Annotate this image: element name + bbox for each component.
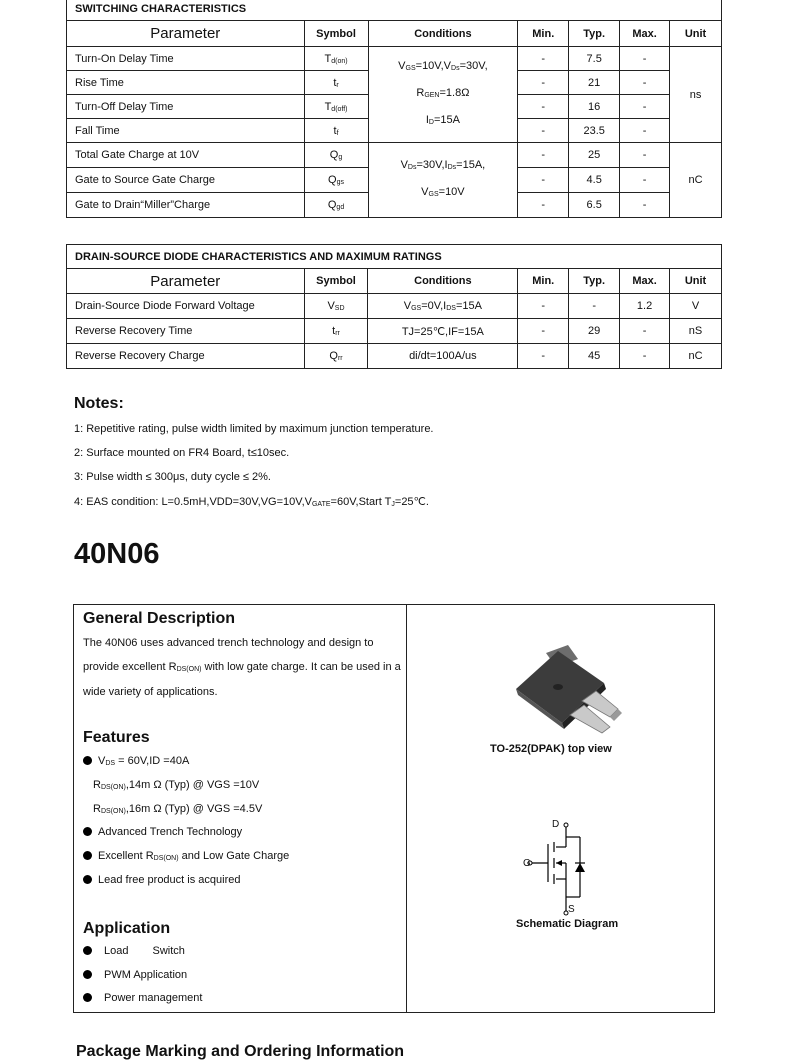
conditions-timing: $V_{GS}=10V,V_{Ds}=30V$, $R_{GEN}=1.8\Omega$ $I_D=15A$ [368, 47, 518, 143]
application-item: Power management [83, 992, 202, 1004]
note-2: 2: Surface mounted on FR4 Board, t≤10sec. [74, 447, 290, 459]
header-symbol: Symbol [304, 269, 368, 294]
table-row [67, 319, 722, 344]
notes-title: Notes: [74, 395, 124, 412]
application-item: PWM Application [83, 969, 187, 981]
mosfet-schematic-icon [514, 817, 594, 923]
param-cell: Reverse Recovery Charge [67, 344, 305, 369]
pin-s-label: S [568, 904, 575, 915]
param-cell: Fall Time [67, 119, 305, 143]
conditions-cell: TJ=25℃,IF=15A [368, 319, 518, 344]
min-cell: - [518, 319, 569, 344]
general-description-text: The 40N06 uses advanced trench technology and design to provide excellent $R_{DS(ON)}$ with low gate charge. It can be used in a wide variety of applications. [83, 637, 401, 698]
symbol-cell: $t_r$ [304, 71, 368, 95]
package-caption: TO-252(DPAK) top view [490, 743, 612, 755]
min-cell: - [518, 95, 569, 119]
min-cell: - [518, 143, 569, 168]
general-description-title: General Description [83, 610, 236, 627]
header-typ: Typ. [569, 269, 620, 294]
conditions-cell: $V_{GS}=0V,I_{DS}=15A$ [368, 294, 518, 319]
switching-table [66, 0, 722, 218]
symbol-cell: $Q_{rr}$ [304, 344, 368, 369]
max-cell: - [620, 71, 670, 95]
bullet-icon [83, 970, 92, 979]
header-conditions: Conditions [368, 269, 518, 294]
symbol-cell: $Q_{gs}$ [304, 168, 368, 193]
typ-cell: 16 [569, 95, 620, 119]
conditions-charge: $V_{Ds}=30V,I_{Ds}=15A$, $V_{GS}=10V$ [368, 143, 518, 218]
note-4: 4: EAS condition: $L=0.5mH,VDD=30V,VG=10V,V_{GATE}=60V,Start$ $T_J=25℃$. [74, 496, 429, 508]
typ-cell: 6.5 [569, 193, 620, 218]
min-cell: - [518, 119, 569, 143]
unit-timing: ns [670, 47, 722, 143]
param-cell: Turn-Off Delay Time [67, 95, 305, 119]
header-min: Min. [518, 21, 569, 47]
feature-item: Excellent $R_{DS(ON)}$ and Low Gate Charge [83, 850, 289, 862]
feature-item: Advanced Trench Technology [83, 826, 242, 838]
max-cell: - [620, 143, 670, 168]
typ-cell: - [569, 294, 620, 319]
min-cell: - [518, 71, 569, 95]
table-title: SWITCHING CHARACTERISTICS [67, 0, 722, 21]
application-item: Load Switch [83, 945, 185, 957]
header-typ: Typ. [569, 21, 620, 47]
symbol-cell: $V_{SD}$ [304, 294, 368, 319]
typ-cell: 7.5 [569, 47, 620, 71]
header-unit: Unit [670, 269, 722, 294]
table-title: DRAIN-SOURCE DIODE CHARACTERISTICS AND MAXIMUM RATINGS [67, 245, 722, 269]
header-symbol: Symbol [304, 21, 368, 47]
feature-item: $V_{DS} = 60V,ID =40A$ [83, 755, 189, 767]
header-parameter: Parameter [67, 269, 305, 294]
min-cell: - [518, 344, 569, 369]
unit-cell: V [670, 294, 722, 319]
typ-cell: 23.5 [569, 119, 620, 143]
header-max: Max. [620, 21, 670, 47]
min-cell: - [518, 294, 569, 319]
max-cell: - [620, 193, 670, 218]
bullet-icon [83, 993, 92, 1002]
part-number: 40N06 [74, 538, 160, 570]
typ-cell: 29 [569, 319, 620, 344]
to252-package-icon [506, 645, 636, 735]
unit-charge: nC [670, 143, 722, 218]
max-cell: - [620, 119, 670, 143]
param-cell: Gate to Drain“Miller”Charge [67, 193, 305, 218]
conditions-cell: di/dt=100A/us [368, 344, 518, 369]
min-cell: - [518, 47, 569, 71]
typ-cell: 45 [569, 344, 620, 369]
table-row [67, 47, 722, 71]
pin-d-label: D [552, 819, 560, 830]
typ-cell: 21 [569, 71, 620, 95]
note-1: 1: Repetitive rating, pulse width limited by maximum junction temperature. [74, 423, 434, 435]
application-title: Application [83, 920, 171, 937]
param-cell: Gate to Source Gate Charge [67, 168, 305, 193]
bullet-icon [83, 946, 92, 955]
param-cell: Total Gate Charge at 10V [67, 143, 305, 168]
symbol-cell: $Q_{gd}$ [304, 193, 368, 218]
param-cell: Rise Time [67, 71, 305, 95]
max-cell: - [620, 168, 670, 193]
feature-item: $R_{DS(ON)},16m$ Ω (Typ) @ VGS =4.5V [93, 803, 263, 815]
column-divider [406, 605, 407, 1012]
table-row [67, 344, 722, 369]
symbol-cell: $T_{d(off)}$ [304, 95, 368, 119]
param-cell: Reverse Recovery Time [67, 319, 305, 344]
min-cell: - [518, 168, 569, 193]
note-3: 3: Pulse width ≤ 300μs, duty cycle ≤ 2%. [74, 471, 271, 483]
general-info-box [73, 604, 715, 1013]
table-row [67, 294, 722, 319]
max-cell: - [620, 95, 670, 119]
schematic-caption: Schematic Diagram [516, 918, 619, 930]
bullet-icon [83, 756, 92, 765]
max-cell: - [620, 47, 670, 71]
bullet-icon [83, 827, 92, 836]
unit-cell: nC [670, 344, 722, 369]
pin-g-label: G [523, 858, 531, 869]
header-parameter: Parameter [67, 21, 305, 47]
symbol-cell: $Q_g$ [304, 143, 368, 168]
max-cell: 1.2 [620, 294, 670, 319]
bullet-icon [83, 851, 92, 860]
bullet-icon [83, 875, 92, 884]
unit-cell: nS [670, 319, 722, 344]
symbol-cell: $T_{d(on)}$ [304, 47, 368, 71]
diode-table [66, 244, 722, 369]
param-cell: Drain-Source Diode Forward Voltage [67, 294, 305, 319]
table-row [67, 143, 722, 168]
feature-item: Lead free product is acquired [83, 874, 240, 886]
typ-cell: 25 [569, 143, 620, 168]
header-max: Max. [620, 269, 670, 294]
section-heading: Package Marking and Ordering Information [76, 1043, 405, 1060]
max-cell: - [620, 319, 670, 344]
max-cell: - [620, 344, 670, 369]
min-cell: - [518, 193, 569, 218]
feature-item: $R_{DS(ON)},14m$ Ω (Typ) @ VGS =10V [93, 779, 260, 791]
symbol-cell: $t_f$ [304, 119, 368, 143]
param-cell: Turn-On Delay Time [67, 47, 305, 71]
header-unit: Unit [670, 21, 722, 47]
typ-cell: 4.5 [569, 168, 620, 193]
header-conditions: Conditions [368, 21, 518, 47]
header-min: Min. [518, 269, 569, 294]
features-title: Features [83, 729, 150, 746]
symbol-cell: $t_{rr}$ [304, 319, 368, 344]
